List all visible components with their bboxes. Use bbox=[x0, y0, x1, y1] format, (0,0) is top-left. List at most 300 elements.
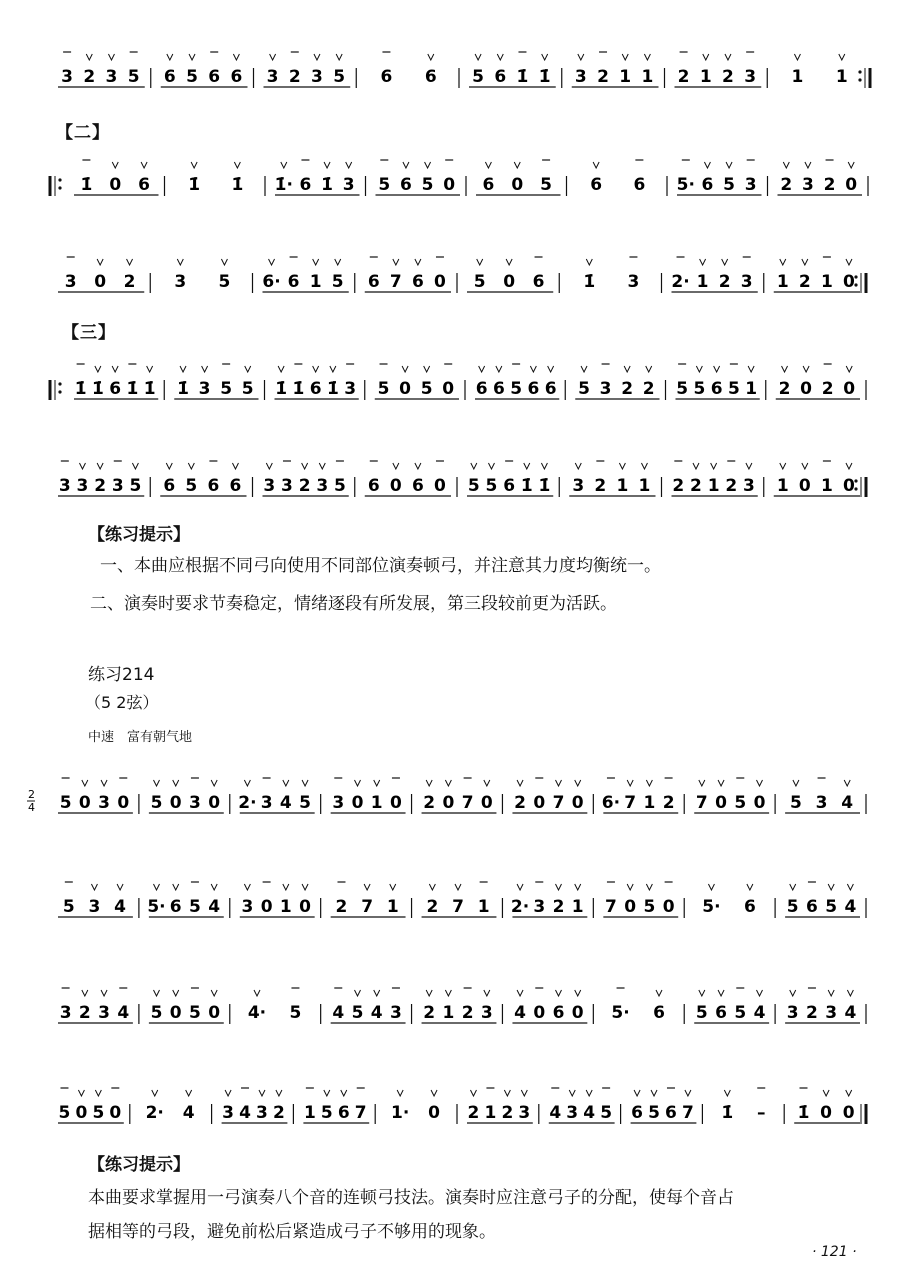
note: 3 bbox=[480, 1003, 493, 1023]
note: 5· bbox=[702, 897, 721, 917]
note: 1 bbox=[699, 67, 712, 87]
note: 1̇ bbox=[143, 379, 156, 399]
note: 6 bbox=[411, 272, 424, 292]
note: 6 bbox=[532, 272, 545, 292]
note: 3 bbox=[332, 793, 345, 813]
note: 3 bbox=[786, 1003, 799, 1023]
note: 1 bbox=[370, 793, 383, 813]
note: 2 bbox=[690, 476, 702, 496]
bow-mark bbox=[202, 366, 208, 372]
note: 2· bbox=[238, 793, 257, 813]
bow-mark bbox=[112, 162, 118, 168]
note: 5 bbox=[241, 379, 254, 399]
bow-mark bbox=[651, 1090, 657, 1096]
note: 6 bbox=[544, 379, 557, 399]
bow-mark bbox=[548, 366, 554, 372]
bow-mark bbox=[556, 884, 562, 890]
bow-mark bbox=[790, 990, 796, 996]
note: 1̇ bbox=[520, 476, 533, 496]
bow-mark bbox=[646, 780, 652, 786]
note: 3 bbox=[744, 67, 757, 87]
bow-mark bbox=[524, 463, 530, 469]
bow-mark bbox=[355, 990, 361, 996]
bow-mark bbox=[711, 463, 717, 469]
bow-mark bbox=[846, 366, 852, 372]
note: 6 bbox=[299, 175, 312, 195]
time-sig-bottom: 4 bbox=[28, 801, 35, 814]
bow-mark bbox=[757, 780, 763, 786]
bow-mark bbox=[152, 1090, 158, 1096]
score-row-6 bbox=[0, 746, 900, 866]
page-number: · 121 · bbox=[812, 1244, 857, 1260]
repeat-dot bbox=[58, 178, 61, 181]
note: 5 bbox=[578, 379, 590, 399]
score-row-3 bbox=[0, 215, 900, 335]
bow-mark bbox=[794, 54, 800, 60]
note: 3 bbox=[744, 175, 757, 195]
note: 2 bbox=[423, 1003, 436, 1023]
note: 5 bbox=[331, 272, 344, 292]
bow-mark bbox=[211, 884, 217, 890]
note: 1 bbox=[386, 897, 399, 917]
bow-mark bbox=[521, 1090, 527, 1096]
note: 5 bbox=[334, 476, 346, 496]
note: 5 bbox=[786, 897, 799, 917]
score-row-7 bbox=[0, 850, 900, 970]
note: 3 bbox=[566, 1103, 579, 1123]
score-row-5-svg bbox=[0, 415, 900, 525]
note: 7 bbox=[461, 793, 474, 813]
note: 2 bbox=[662, 793, 675, 813]
note: 1̇ bbox=[326, 379, 339, 399]
note: 3 bbox=[88, 897, 101, 917]
bow-mark bbox=[189, 54, 195, 60]
bow-mark bbox=[97, 463, 103, 469]
note: 2 bbox=[501, 1103, 514, 1123]
note: 5· bbox=[676, 175, 695, 195]
bow-mark bbox=[484, 780, 490, 786]
note: 4 bbox=[844, 1003, 857, 1023]
note: 5 bbox=[723, 175, 735, 195]
note: 3 bbox=[189, 793, 201, 813]
note: 1 bbox=[309, 272, 322, 292]
bow-mark bbox=[402, 366, 408, 372]
note: 1 bbox=[641, 67, 654, 87]
note: 1̇ bbox=[292, 379, 305, 399]
repeat-dot bbox=[58, 382, 61, 385]
note: 5 bbox=[59, 793, 72, 813]
note: 3 bbox=[533, 897, 546, 917]
note: 3 bbox=[627, 272, 640, 292]
bow-mark bbox=[517, 990, 523, 996]
note: 6 bbox=[527, 379, 540, 399]
bow-mark bbox=[747, 884, 753, 890]
note: 2 bbox=[778, 379, 791, 399]
note: 5 bbox=[695, 1003, 708, 1023]
note: 3 bbox=[825, 1003, 838, 1023]
bow-mark bbox=[506, 259, 512, 265]
note: 1̇ bbox=[583, 272, 596, 292]
note: 5 bbox=[378, 175, 391, 195]
bow-mark bbox=[575, 990, 581, 996]
note: 3 bbox=[802, 175, 814, 195]
note: 3 bbox=[281, 476, 293, 496]
bow-mark bbox=[578, 54, 584, 60]
bow-mark bbox=[79, 463, 85, 469]
note: 4 bbox=[549, 1103, 562, 1123]
note: 6 bbox=[590, 175, 603, 195]
repeat-dot bbox=[858, 78, 861, 81]
note: 5 bbox=[421, 175, 434, 195]
note: 0 bbox=[624, 897, 637, 917]
note: 5 bbox=[676, 379, 689, 399]
score-row-3-svg bbox=[0, 215, 900, 325]
section-3-label: 【三】 bbox=[62, 323, 116, 343]
bow-mark bbox=[173, 884, 179, 890]
note: 2 bbox=[725, 476, 738, 496]
note: 6 bbox=[367, 272, 380, 292]
bow-mark bbox=[127, 259, 133, 265]
bow-mark bbox=[244, 884, 250, 890]
note: 6 bbox=[806, 897, 818, 917]
note: 3 bbox=[222, 1103, 234, 1123]
bow-mark bbox=[823, 1090, 829, 1096]
repeat-dot bbox=[858, 70, 861, 73]
bow-mark bbox=[177, 259, 183, 265]
bow-mark bbox=[225, 1090, 231, 1096]
note: 6 bbox=[633, 175, 646, 195]
score-row-4-svg bbox=[0, 318, 900, 428]
tips-1-line-1: 一、本曲应根据不同弓向使用不同部位演奏顿弓，并注意其力度均衡统一。 bbox=[100, 556, 661, 576]
note: 0 bbox=[109, 1103, 122, 1123]
note: 2 bbox=[461, 1003, 474, 1023]
bow-mark bbox=[718, 780, 724, 786]
note: 1 bbox=[791, 67, 804, 87]
note: 6 bbox=[367, 476, 380, 496]
bow-mark bbox=[86, 54, 92, 60]
bow-mark bbox=[117, 884, 123, 890]
bow-mark bbox=[848, 162, 854, 168]
note: 1· bbox=[391, 1103, 410, 1123]
bow-mark bbox=[541, 463, 547, 469]
note: 6· bbox=[601, 793, 621, 813]
repeat-dot bbox=[854, 275, 857, 278]
note: 1 bbox=[696, 272, 709, 292]
note: 1 bbox=[745, 379, 758, 399]
note: 0 bbox=[169, 1003, 182, 1023]
note: 3 bbox=[111, 476, 124, 496]
note: 2· bbox=[671, 272, 690, 292]
bow-mark bbox=[485, 162, 491, 168]
note: 1̇ bbox=[275, 379, 288, 399]
bow-mark bbox=[82, 990, 88, 996]
bow-mark bbox=[693, 463, 699, 469]
note: 6 bbox=[337, 1103, 350, 1123]
bow-mark bbox=[188, 463, 194, 469]
note: 2 bbox=[597, 67, 609, 87]
bow-mark bbox=[496, 366, 502, 372]
bow-mark bbox=[166, 463, 172, 469]
note: 3 bbox=[58, 476, 71, 496]
note: 4 bbox=[332, 1003, 345, 1023]
note: 6 bbox=[552, 1003, 565, 1023]
bow-mark bbox=[780, 463, 786, 469]
bow-mark bbox=[844, 780, 850, 786]
note: 3 bbox=[316, 476, 329, 496]
bow-mark bbox=[426, 990, 432, 996]
bow-mark bbox=[746, 463, 752, 469]
note: 0 bbox=[533, 1003, 546, 1023]
note: 2 bbox=[423, 793, 436, 813]
bow-mark bbox=[341, 1090, 347, 1096]
bow-mark bbox=[471, 463, 477, 469]
note: 7 bbox=[552, 793, 565, 813]
note: 0 bbox=[662, 897, 675, 917]
score-row-8-svg bbox=[0, 960, 900, 1070]
note: 0 bbox=[798, 476, 811, 496]
section-2-label: 【二】 bbox=[56, 123, 110, 143]
note: 2 bbox=[806, 1003, 818, 1023]
note: 5 bbox=[220, 379, 233, 399]
note: 3 bbox=[390, 1003, 402, 1023]
note: 3 bbox=[572, 476, 585, 496]
note: 2 bbox=[677, 67, 690, 87]
bow-mark bbox=[314, 54, 320, 60]
note: 3 bbox=[311, 67, 323, 87]
note: 0 bbox=[208, 1003, 221, 1023]
note: 4 bbox=[182, 1103, 195, 1123]
bow-mark bbox=[704, 162, 710, 168]
note: 0 bbox=[843, 379, 856, 399]
note: 3 bbox=[518, 1103, 531, 1123]
note: 6 bbox=[701, 175, 714, 195]
bow-mark bbox=[254, 990, 260, 996]
bow-mark bbox=[622, 54, 628, 60]
note: 5 bbox=[510, 379, 523, 399]
bow-mark bbox=[324, 1090, 330, 1096]
bow-mark bbox=[703, 54, 709, 60]
bow-mark bbox=[714, 366, 720, 372]
note: 2 bbox=[426, 897, 439, 917]
note: 6 bbox=[665, 1103, 677, 1123]
bow-mark bbox=[232, 463, 238, 469]
bow-mark bbox=[211, 780, 217, 786]
bow-mark bbox=[479, 366, 485, 372]
note: 0 bbox=[533, 793, 546, 813]
bow-mark bbox=[847, 884, 853, 890]
bow-mark bbox=[517, 884, 523, 890]
bow-mark bbox=[186, 1090, 192, 1096]
bow-mark bbox=[790, 884, 796, 890]
bow-mark bbox=[78, 1090, 84, 1096]
bow-mark bbox=[780, 259, 786, 265]
note: 4 bbox=[370, 1003, 383, 1023]
bow-mark bbox=[211, 990, 217, 996]
bow-mark bbox=[726, 162, 732, 168]
note: 0 bbox=[109, 175, 122, 195]
note: 2 bbox=[642, 379, 655, 399]
bow-mark bbox=[191, 162, 197, 168]
bow-mark bbox=[95, 366, 101, 372]
bow-mark bbox=[839, 54, 845, 60]
bow-mark bbox=[708, 884, 714, 890]
note: 6 bbox=[207, 476, 220, 496]
note: 1̇ bbox=[177, 379, 189, 399]
bow-mark bbox=[757, 990, 763, 996]
note: 0 bbox=[820, 1103, 833, 1123]
note: 0 bbox=[842, 1103, 855, 1123]
bow-mark bbox=[91, 884, 97, 890]
bow-mark bbox=[575, 463, 581, 469]
bow-mark bbox=[722, 259, 728, 265]
bow-mark bbox=[428, 54, 434, 60]
note: 7 bbox=[361, 897, 374, 917]
bow-mark bbox=[393, 259, 399, 265]
note: 1̇ bbox=[321, 175, 333, 195]
note: 6 bbox=[653, 1003, 665, 1023]
note: 5 bbox=[320, 1103, 333, 1123]
note: 4 bbox=[753, 1003, 766, 1023]
bow-mark bbox=[154, 780, 160, 786]
note: 2 bbox=[514, 793, 526, 813]
note: 4 bbox=[208, 897, 221, 917]
note: 1̇· bbox=[274, 175, 293, 195]
note: 0 bbox=[503, 272, 516, 292]
note: 2 bbox=[780, 175, 793, 195]
bow-mark bbox=[445, 780, 451, 786]
note: 5 bbox=[467, 476, 480, 496]
note: 0 bbox=[753, 793, 766, 813]
note: 7 bbox=[452, 897, 464, 917]
note: 6 bbox=[109, 379, 122, 399]
bow-mark bbox=[233, 54, 239, 60]
note: 5 bbox=[734, 1003, 747, 1023]
repeat-dot bbox=[854, 283, 857, 286]
note: 6 bbox=[208, 67, 221, 87]
bow-mark bbox=[445, 990, 451, 996]
bow-mark bbox=[846, 1090, 852, 1096]
note: 2 bbox=[823, 175, 836, 195]
tips-2-title: 【练习提示】 bbox=[88, 1155, 190, 1175]
note: 5 bbox=[127, 67, 140, 87]
bow-mark bbox=[283, 884, 289, 890]
note: 1 bbox=[571, 897, 584, 917]
bow-mark bbox=[313, 259, 319, 265]
note: 5 bbox=[727, 379, 740, 399]
note: 1̇ bbox=[516, 67, 529, 87]
note: 3 bbox=[344, 379, 357, 399]
bow-mark bbox=[569, 1090, 575, 1096]
bow-mark bbox=[324, 162, 330, 168]
bow-mark bbox=[147, 366, 153, 372]
note: 7 bbox=[389, 272, 402, 292]
note: 2 bbox=[94, 476, 107, 496]
bow-mark bbox=[624, 366, 630, 372]
note: 0 bbox=[351, 793, 364, 813]
note: 3 bbox=[266, 67, 279, 87]
bow-mark bbox=[173, 780, 179, 786]
note: 0 bbox=[260, 897, 273, 917]
note: 5 bbox=[129, 476, 142, 496]
bow-mark bbox=[586, 1090, 592, 1096]
note: 0 bbox=[428, 1103, 440, 1123]
bow-mark bbox=[429, 884, 435, 890]
note: 3 bbox=[599, 379, 612, 399]
note: 1 bbox=[279, 897, 292, 917]
note: 3 bbox=[574, 67, 587, 87]
bow-mark bbox=[101, 780, 107, 786]
note: 1 bbox=[616, 476, 629, 496]
bow-mark bbox=[390, 884, 396, 890]
note: 0 bbox=[299, 897, 311, 917]
note: 6 bbox=[492, 379, 505, 399]
bow-mark bbox=[319, 463, 325, 469]
note: 1̇ bbox=[188, 175, 201, 195]
note: 0 bbox=[843, 476, 855, 496]
note: 5 bbox=[485, 476, 498, 496]
bow-mark bbox=[477, 259, 483, 265]
bow-mark bbox=[484, 990, 490, 996]
note: 7 bbox=[354, 1103, 367, 1123]
bow-mark bbox=[335, 259, 341, 265]
score-row-5 bbox=[0, 415, 900, 535]
score-row-6-svg bbox=[0, 746, 900, 856]
tempo-marking: 中速 富有朝气地 bbox=[88, 730, 193, 745]
note: 3 bbox=[174, 272, 187, 292]
exercise-title: 练习214 bbox=[88, 665, 155, 685]
note: 1 bbox=[303, 1103, 316, 1123]
bow-mark bbox=[634, 1090, 640, 1096]
note: 1̇ bbox=[538, 476, 551, 496]
bow-mark bbox=[302, 884, 308, 890]
note: 2 bbox=[78, 1003, 91, 1023]
note: 2 bbox=[123, 272, 136, 292]
note: 0 bbox=[208, 793, 221, 813]
bow-mark bbox=[425, 162, 431, 168]
note: 0 bbox=[571, 793, 584, 813]
note: 0 bbox=[511, 175, 524, 195]
note: 1̇ bbox=[231, 175, 244, 195]
note: 3 bbox=[61, 67, 74, 87]
note: 2 bbox=[722, 67, 734, 87]
note: 1 bbox=[484, 1103, 497, 1123]
note: 1̇ bbox=[74, 379, 87, 399]
bow-mark bbox=[374, 990, 380, 996]
bow-mark bbox=[530, 366, 536, 372]
bow-mark bbox=[270, 54, 276, 60]
note: 1 bbox=[835, 67, 848, 87]
bow-mark bbox=[593, 162, 599, 168]
note: 6 bbox=[380, 67, 393, 87]
bow-mark bbox=[470, 1090, 476, 1096]
note: 5 bbox=[420, 379, 433, 399]
note: 3 bbox=[105, 67, 118, 87]
note: 2· bbox=[145, 1103, 164, 1123]
note: 6 bbox=[309, 379, 322, 399]
bow-mark bbox=[504, 1090, 510, 1096]
note: 3 bbox=[98, 793, 110, 813]
note: 1 bbox=[707, 476, 720, 496]
note: 5 bbox=[150, 793, 163, 813]
bow-mark bbox=[828, 884, 834, 890]
note: 3 bbox=[740, 272, 753, 292]
note: 5 bbox=[790, 793, 802, 813]
note: 4 bbox=[279, 793, 292, 813]
note: 6 bbox=[229, 476, 242, 496]
note: 0 bbox=[442, 793, 455, 813]
note: 4 bbox=[117, 1003, 130, 1023]
note: 3 bbox=[260, 793, 273, 813]
